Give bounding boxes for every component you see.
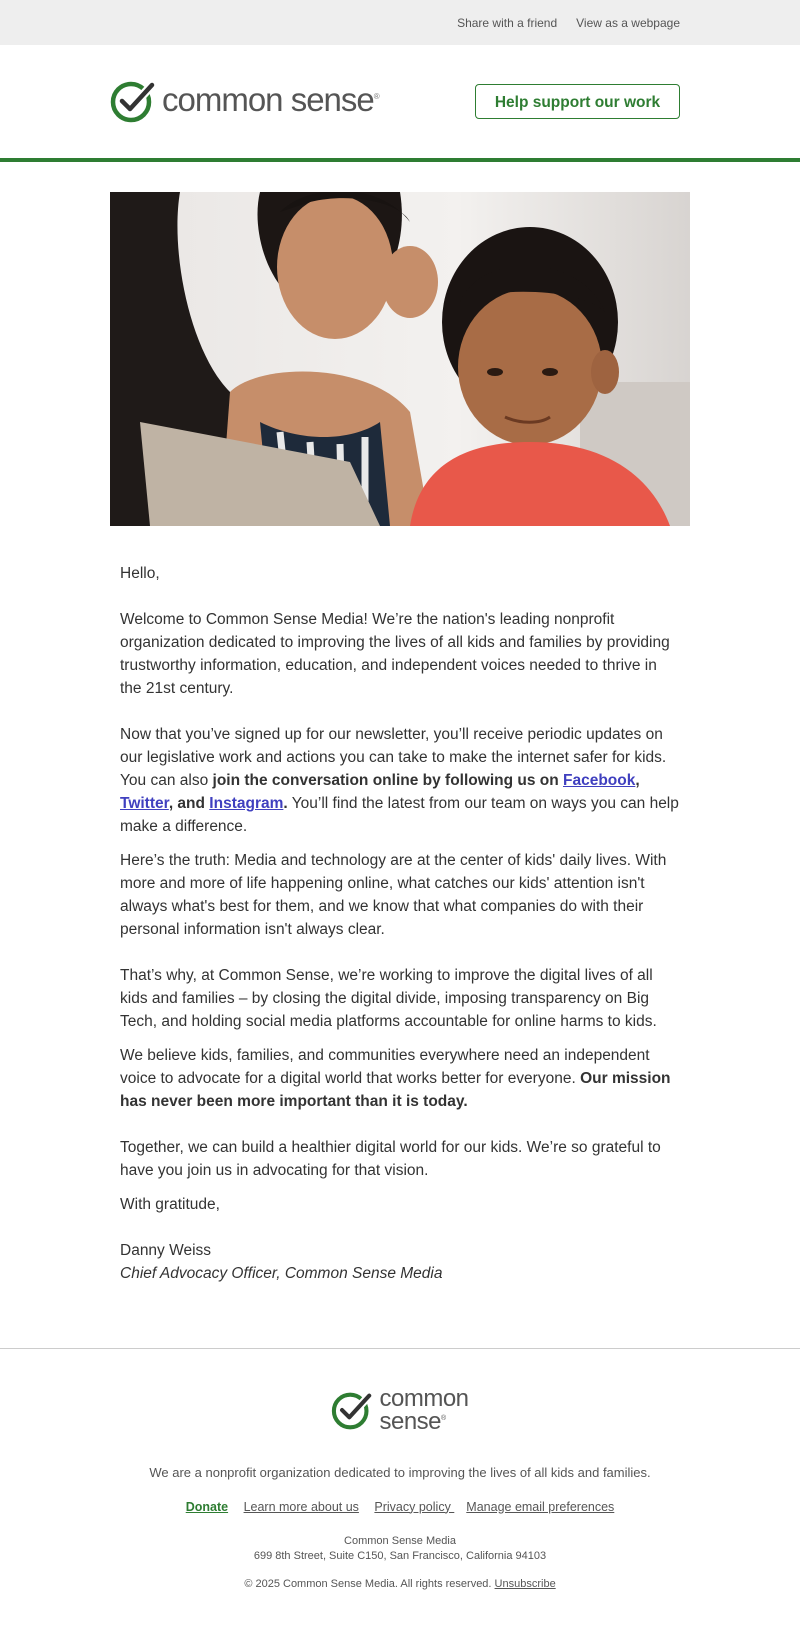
footer-links xyxy=(0,1500,800,1514)
footer-logo-wordmark: common sense® xyxy=(379,1385,469,1435)
closing-line: With gratitude, xyxy=(120,1196,220,1213)
hero-photo xyxy=(110,192,690,526)
donate-link[interactable]: Donate xyxy=(185,1499,229,1514)
intro-paragraph: Welcome to Common Sense Media! We’re the nation's leading nonprofit organization dedicated to improving the lives of all kids and families by providing trustworthy information, education, and independent voices needed to thrive in the 21st century. xyxy=(120,611,670,697)
footer-checkmark-icon xyxy=(331,1392,373,1430)
greeting: Hello, xyxy=(120,565,160,582)
email-header xyxy=(0,45,800,162)
share-with-friend-link[interactable]: Share with a friend xyxy=(457,15,558,30)
unsubscribe-link[interactable]: Unsubscribe xyxy=(494,1577,556,1590)
signer-title: Chief Advocacy Officer, Common Sense Media xyxy=(120,1265,443,1282)
instagram-link[interactable]: Instagram xyxy=(209,795,284,812)
common-sense-logo[interactable] xyxy=(110,81,379,123)
org-name: Common Sense Media xyxy=(344,1534,456,1547)
copyright-line: © 2025 Common Sense Media. All rights reserved. Unsubscribe xyxy=(244,1577,556,1590)
manage-preferences-link[interactable]: Manage email preferences xyxy=(466,1499,615,1514)
truth-paragraph: Here’s the truth: Media and technology are at the center of kids' daily lives. With more and more of life happening online, what catches our kids' attention isn't always what's best for them, and we know that what companies do with their personal information isn't always clear. xyxy=(120,852,667,938)
help-support-button[interactable]: Help support our work xyxy=(475,84,680,119)
newsletter-paragraph: Now that you’ve signed up for our newsletter, you’ll receive periodic updates on our legislative work and actions you can take to make the internet safer for kids. You can also join the conversation online by following us on Facebook, Twitter, and Instagram. You’ll find the latest from our team on ways you can help make a difference. xyxy=(120,726,679,835)
twitter-link[interactable]: Twitter xyxy=(120,795,169,812)
footer-mission: We are a nonprofit organization dedicated to improving the lives of all kids and families. xyxy=(149,1464,651,1480)
belief-paragraph: We believe kids, families, and communities everywhere need an independent voice to advocate for a digital world that works better for everyone. Our mission has never been more important than it is today. xyxy=(120,1047,671,1110)
email-body xyxy=(0,526,800,1285)
together-paragraph: Together, we can build a healthier digital world for our kids. We’re so grateful to have you join us in advocating for that vision. xyxy=(120,1139,661,1179)
org-address: 699 8th Street, Suite C150, San Francisco, California 94103 xyxy=(253,1549,547,1562)
email-footer xyxy=(0,1348,800,1590)
logo-wordmark: common sense® xyxy=(162,80,379,118)
footer-logo[interactable] xyxy=(331,1385,469,1435)
view-as-webpage-link[interactable]: View as a webpage xyxy=(576,15,680,30)
signer-name: Danny Weiss xyxy=(120,1242,212,1259)
footer-address-block xyxy=(0,1534,800,1564)
privacy-policy-link[interactable]: Privacy policy xyxy=(374,1499,455,1514)
learn-more-link[interactable]: Learn more about us xyxy=(243,1499,359,1514)
facebook-link[interactable]: Facebook xyxy=(563,772,636,789)
mission-work-paragraph: That’s why, at Common Sense, we’re working to improve the digital lives of all kids and families – by closing the digital divide, imposing transparency on Big Tech, and holding social media platforms accountable for online harms to kids. xyxy=(120,967,657,1030)
checkmark-logo-icon xyxy=(110,81,156,123)
top-utility-bar xyxy=(0,0,800,45)
